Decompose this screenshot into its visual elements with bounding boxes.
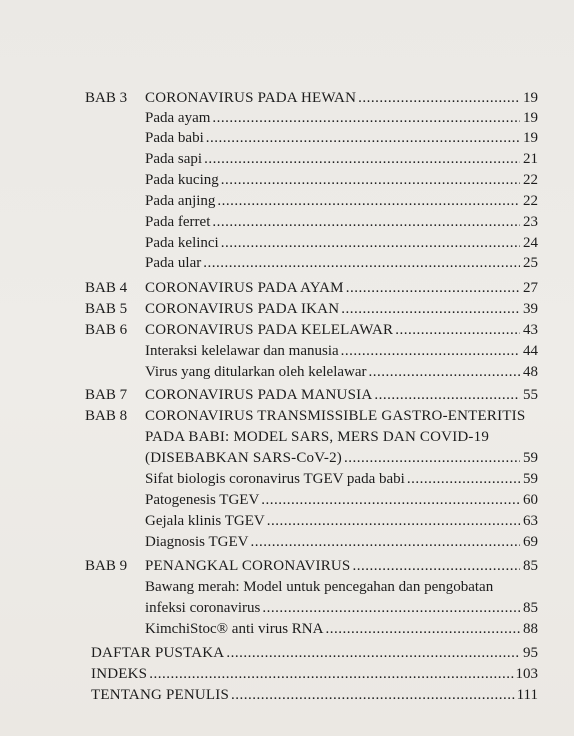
page-number: 95	[523, 645, 538, 661]
toc-entry	[0, 532, 538, 552]
page-number: 60	[523, 492, 538, 508]
entry-title: Diagnosis TGEV	[145, 534, 249, 550]
chapter-label: BAB 7	[85, 387, 128, 403]
toc-chapter-8-cont	[0, 448, 538, 468]
chapter-title: CORONAVIRUS PADA IKAN	[145, 301, 340, 317]
toc-chapter-4	[0, 278, 538, 298]
toc-entry	[0, 619, 538, 639]
toc-entry	[0, 233, 538, 253]
entry-title-line-2: infeksi coronavirus	[145, 600, 261, 616]
entry-title: Pada ular	[145, 255, 202, 271]
chapter-label: BAB 6	[85, 322, 128, 338]
chapter-label: BAB 4	[85, 280, 128, 296]
toc-entry	[0, 511, 538, 531]
chapter-title-line-2: PADA BABI: MODEL SARS, MERS DAN COVID-19	[145, 429, 490, 445]
section-title: DAFTAR PUSTAKA	[91, 645, 225, 661]
toc-chapter-8-cont	[0, 427, 538, 447]
toc-chapter-5	[0, 299, 538, 319]
page-number: 22	[523, 172, 538, 188]
entry-title: Pada sapi	[145, 151, 203, 167]
page-number: 19	[523, 130, 538, 146]
page-number: 88	[523, 621, 538, 637]
toc-entry	[0, 149, 538, 169]
entry-title: Pada ferret	[145, 214, 211, 230]
page-number: 55	[523, 387, 538, 403]
toc-entry	[0, 341, 538, 361]
toc-chapter-9	[0, 556, 538, 576]
page-number: 25	[523, 255, 538, 271]
toc-chapter-8	[0, 406, 538, 426]
entry-title: Interaksi kelelawar dan manusia	[145, 343, 339, 359]
chapter-label: BAB 5	[85, 301, 128, 317]
toc-entry	[0, 170, 538, 190]
chapter-title: PENANGKAL CORONAVIRUS	[145, 558, 351, 574]
page-number: 48	[523, 364, 538, 380]
entry-title: Pada kelinci	[145, 235, 219, 251]
toc-entry	[0, 577, 538, 597]
page-number: 63	[523, 513, 538, 529]
entry-title: Patogenesis TGEV	[145, 492, 260, 508]
entry-title: Pada kucing	[145, 172, 219, 188]
page-number: 111	[516, 687, 538, 703]
entry-title-line-1: Bawang merah: Model untuk pencegahan dan pengobatan	[145, 579, 494, 595]
section-title: TENTANG PENULIS	[91, 687, 230, 703]
page-number: 69	[523, 534, 538, 550]
page-number: 21	[523, 151, 538, 167]
toc-entry	[0, 128, 538, 148]
toc-entry	[0, 253, 538, 273]
page-number: 103	[515, 666, 538, 682]
entry-title: Sifat biologis coronavirus TGEV pada babi	[145, 471, 405, 487]
toc-entry	[0, 490, 538, 510]
chapter-label: BAB 9	[85, 558, 128, 574]
toc-entry	[0, 469, 538, 489]
toc-chapter-7	[0, 385, 538, 405]
toc-entry	[0, 362, 538, 382]
toc-indeks	[0, 664, 538, 684]
chapter-title: CORONAVIRUS PADA AYAM	[145, 280, 344, 296]
page-number: 39	[523, 301, 538, 317]
page-number: 24	[523, 235, 538, 251]
page-number: 19	[523, 110, 538, 126]
toc-tentang-penulis	[0, 685, 538, 705]
entry-title: Pada anjing	[145, 193, 216, 209]
toc-chapter-3	[0, 88, 538, 108]
entry-title: Virus yang ditularkan oleh kelelawar	[145, 364, 367, 380]
page-number: 85	[523, 558, 538, 574]
page-number: 27	[523, 280, 538, 296]
page-number: 85	[523, 600, 538, 616]
entry-title: Pada babi	[145, 130, 204, 146]
page-number: 59	[523, 450, 538, 466]
chapter-title: CORONAVIRUS PADA MANUSIA	[145, 387, 373, 403]
chapter-title-line-3: (DISEBABKAN SARS-CoV-2)	[145, 450, 342, 466]
entry-title: KimchiStoc® anti virus RNA	[145, 621, 324, 637]
page-number: 19	[523, 90, 538, 106]
toc-entry	[0, 191, 538, 211]
entry-title: Pada ayam	[145, 110, 211, 126]
toc-chapter-6	[0, 320, 538, 340]
chapter-title: CORONAVIRUS PADA KELELAWAR	[145, 322, 394, 338]
chapter-title: CORONAVIRUS PADA HEWAN	[145, 90, 357, 106]
toc-entry	[0, 598, 538, 618]
entry-title: Gejala klinis TGEV	[145, 513, 265, 529]
section-title: INDEKS	[91, 666, 148, 682]
toc-entry	[0, 108, 538, 128]
page-number: 59	[523, 471, 538, 487]
page-number: 23	[523, 214, 538, 230]
chapter-title-line-1: CORONAVIRUS TRANSMISSIBLE GASTRO-ENTERITIS	[145, 408, 526, 424]
toc-entry	[0, 212, 538, 232]
chapter-label: BAB 3	[85, 90, 128, 106]
page-number: 43	[523, 322, 538, 338]
page-number: 22	[523, 193, 538, 209]
page-number: 44	[523, 343, 538, 359]
toc-daftar-pustaka	[0, 643, 538, 663]
chapter-label: BAB 8	[85, 408, 128, 424]
